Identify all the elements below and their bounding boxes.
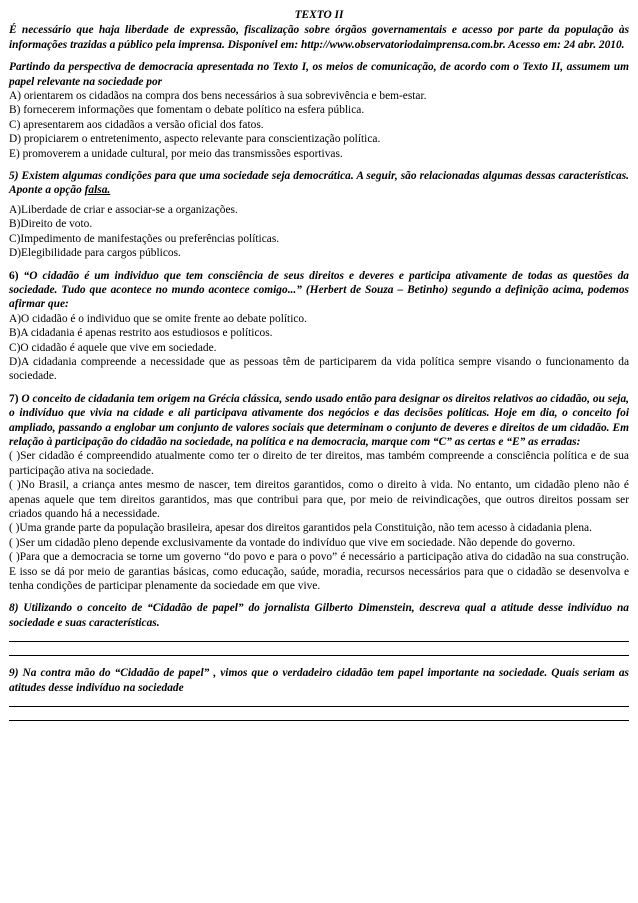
option-b: B)Direito de voto. bbox=[9, 218, 93, 231]
question-5-number: 5) bbox=[9, 170, 19, 183]
question-6-stem: 6) “O cidadão é um individuo que tem consciência de seus direitos e deveres e participa ativamente de todas as questões da sociedade. Tudo que acontece no mundo acontece comigo...” (Herbert de Souza – Betinho) segundo a definição acima, podemos afirmar que: bbox=[9, 269, 629, 311]
question-7 bbox=[9, 392, 629, 594]
question-6 bbox=[9, 269, 629, 384]
answer-line[interactable] bbox=[9, 709, 629, 721]
question-7-stem: 7) O conceito de cidadania tem origem na Grécia clássica, sendo usado então para designar os direitos relativos ao cidadão, ou seja, o indivíduo que vivia na cidade e ali participava ativamente dos negócios e das decisões políticas. Hoje em dia, o conceito foi ampliado, passando a englobar um conjunto de valores sociais que determinam o conjunto de deveres e direitos de um cidadão. Em relação à participação do cidadão na sociedade, na política e na democracia, marque com “C” as certas e “E” as erradas: bbox=[9, 392, 629, 448]
question-9-stem: 9) Na contra mão do “Cidadão de papel” , vimos que o verdadeiro cidadão tem papel importante na sociedade. Quais seriam as atitudes desse indivíduo na sociedade bbox=[9, 667, 629, 694]
question-6-number: 6) bbox=[9, 269, 19, 282]
question-8 bbox=[9, 601, 629, 656]
option-d: D)Elegibilidade para cargos públicos. bbox=[9, 247, 181, 260]
option-a: A)O cidadão é o individuo que se omite frente ao debate político. bbox=[9, 312, 307, 325]
option-a: A) orientarem os cidadãos na compra dos bens necessários à sua sobrevivência e bem-estar. bbox=[9, 90, 427, 103]
true-false-item: ( )Uma grande parte da população brasileira, apesar dos direitos garantidos pela Constituição, não tem acesso à cidadania plena. bbox=[9, 522, 592, 535]
texto-ii-section bbox=[9, 8, 629, 52]
option-b: B) fornecerem informações que fomentam o debate político na esfera pública. bbox=[9, 104, 365, 117]
option-c: C)Impedimento de manifestações ou preferências políticas. bbox=[9, 232, 280, 245]
texto-ii-title: TEXTO II bbox=[294, 9, 344, 21]
true-false-item: ( )Para que a democracia se torne um governo “do povo e para o povo” é necessário a participação ativa do cidadão na sua construção. E isso se dá por meio de garantias básicas, como educação, saúde, moradia, recursos necessários para que o cidadão se desenvolva e tenha condições de participar plenamente da sociedade em que vive. bbox=[9, 551, 629, 593]
question-intro bbox=[9, 60, 629, 161]
option-d: D) propiciarem o entretenimento, aspecto relevante para conscientização política. bbox=[9, 133, 381, 146]
question-8-stem: 8) Utilizando o conceito de “Cidadão de papel” do jornalista Gilberto Dimenstein, descreva qual a atitude desse indivíduo na sociedade e suas características. bbox=[9, 602, 629, 629]
question-5-emphasis: falsa. bbox=[84, 184, 111, 197]
question-9 bbox=[9, 666, 629, 721]
worksheet-page bbox=[9, 8, 629, 723]
answer-line[interactable] bbox=[9, 695, 629, 707]
question-intro-stem: Partindo da perspectiva de democracia apresentada no Texto I, os meios de comunicação, de acordo com o Texto II, assumem um papel relevante na sociedade por bbox=[9, 61, 629, 88]
question-5-stem: 5) Existem algumas condições para que uma sociedade seja democrática. A seguir, são relacionadas algumas dessas características. Aponte a opção falsa. bbox=[9, 170, 629, 197]
texto-ii-source: É necessário que haja liberdade de expressão, fiscalização sobre órgãos governamentais e acesso por parte da população às informações trazidas a público pela imprensa. Disponível em: http://www.observatoriodaimprensa.com.br. Acesso em: 24 abr. 2010. bbox=[9, 24, 629, 51]
answer-line[interactable] bbox=[9, 630, 629, 642]
answer-line[interactable] bbox=[9, 644, 629, 656]
option-b: B)A cidadania é apenas restrito aos estudiosos e políticos. bbox=[9, 327, 273, 340]
option-c: C) apresentarem aos cidadãos a versão oficial dos fatos. bbox=[9, 118, 264, 131]
true-false-item: ( )Ser um cidadão pleno depende exclusivamente da vontade do indivíduo que vive em sociedade. Não depende do governo. bbox=[9, 536, 576, 549]
option-c: C)O cidadão é aquele que vive em sociedade. bbox=[9, 341, 217, 354]
option-e: E) promoverem a unidade cultural, por meio das transmissões esportivas. bbox=[9, 147, 343, 160]
option-a: A)Liberdade de criar e associar-se a organizações. bbox=[9, 203, 238, 216]
question-5 bbox=[9, 169, 629, 260]
true-false-item: ( )No Brasil, a criança antes mesmo de nascer, tem direitos garantidos, como o direito à vida. No entanto, um cidadão pleno não é apenas aquele que tem direitos garantidos, mas que contribui para que, por meio de reivindicações, que outros direitos possam ser criados quando há a necessidade. bbox=[9, 479, 629, 520]
question-7-number: 7) bbox=[9, 392, 19, 405]
true-false-item: ( )Ser cidadão é compreendido atualmente como ter o direito de ter direitos, mas também compreende a consciência política e de sua participação ativa na sociedade. bbox=[9, 450, 629, 477]
option-d: D)A cidadania compreende a necessidade que as pessoas têm de participarem da vida política sempre visando o funcionamento da sociedade. bbox=[9, 355, 629, 383]
